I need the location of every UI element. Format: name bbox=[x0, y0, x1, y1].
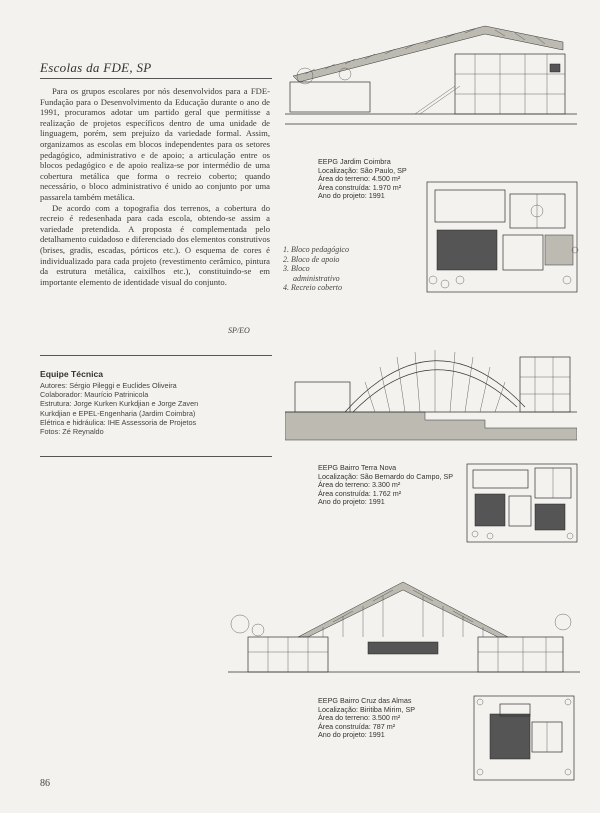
title-rule bbox=[40, 78, 272, 79]
legend-item: 2. Bloco de apoio bbox=[283, 254, 340, 264]
project-year: Ano do projeto: 1991 bbox=[318, 497, 385, 507]
project-year: Ano do projeto: 1991 bbox=[318, 730, 385, 740]
legend-item: administrativo bbox=[293, 273, 340, 283]
article-paragraph-2: De acordo com a topografia dos terrenos, a cobertura do recreio é redesenhada para cada escola, obtendo-se assim a variedade pretendida. A proposta é complementada pelo detalhamento cuidadoso e diferenciado dos elementos construtivos (brises, gradis, escadas, pórticos etc.). O esquema de cores é individualizado para cada projeto (revestimento cerâmico, pintura da estrutura metálica, caixilhos etc.), constituindo-se em importante elemento de identidade visual do conjunto. bbox=[40, 202, 270, 287]
team-line: Colaborador: Maurício Patrinicola bbox=[40, 390, 149, 400]
project-location: Localização: São Paulo, SP bbox=[318, 165, 407, 175]
legend-item: 4. Recreio coberto bbox=[283, 283, 343, 293]
project-location: Localização: Biritiba Mirim, SP bbox=[318, 704, 416, 714]
project-name: EEPG Jardim Coimbra bbox=[318, 157, 391, 166]
section-drawing-terra-nova bbox=[285, 322, 577, 444]
project-info-terra-nova bbox=[318, 464, 453, 507]
project-info-cruz-das-almas bbox=[318, 697, 415, 740]
project-name: EEPG Bairro Cruz das Almas bbox=[318, 696, 412, 705]
site-plan-terra-nova bbox=[465, 462, 580, 544]
team-line: Fotos: Zé Reynaldo bbox=[40, 427, 104, 437]
article-paragraph-1: Para os grupos escolares por nós desenvolvidos para a FDE-Fundação para o Desenvolvimento da Educação durante o ano de 1991, procuramos adotar um partido geral que permitisse a realização de projetos específicos dentro de uma unidade de linguagem, porém, sem prejuízo da variedade formal. Assim, organizamos as escolas em blocos independentes para os setores pedagógico, administrativo e de apoio; a articulação entre os blocos pedagógico e de apoio realiza-se por intermédio de uma cobertura metálica que forma o recreio coberto; quando necessário, o bloco administrativo é unido ao conjunto por uma passarela também metálica. bbox=[40, 86, 270, 202]
article-signature: SP/EO bbox=[228, 326, 250, 335]
project-built-area: Área construída: 1.970 m² bbox=[318, 182, 402, 192]
project-name: EEPG Bairro Terra Nova bbox=[318, 463, 397, 472]
project-built-area: Área construída: 1.762 m² bbox=[318, 488, 402, 498]
team-top-rule bbox=[40, 355, 272, 356]
team-line: Estrutura: Jorge Kurken Kurkdjian e Jorge Zaven bbox=[40, 399, 199, 409]
site-plan-cruz-das-almas bbox=[470, 692, 580, 784]
team-line: Elétrica e hidráulica: IHE Assessoria de Projetos bbox=[40, 417, 197, 427]
section-drawing-jardim-coimbra bbox=[285, 14, 577, 132]
project-land-area: Área do terreno: 3.300 m² bbox=[318, 480, 401, 490]
team-credits bbox=[40, 381, 272, 436]
article-body bbox=[40, 86, 270, 287]
project-land-area: Área do terreno: 3.500 m² bbox=[318, 713, 401, 723]
project-info-jardim-coimbra bbox=[318, 158, 407, 201]
project-built-area: Área construída: 787 m² bbox=[318, 721, 396, 731]
article-title: Escolas da FDE, SP bbox=[40, 60, 152, 75]
legend-item: 1. Bloco pedagógico bbox=[283, 245, 349, 254]
team-line: Kurkdjian e EPEL-Engenharia (Jardim Coimbra) bbox=[40, 408, 196, 418]
legend bbox=[283, 245, 349, 293]
team-line: Autores: Sérgio Pileggi e Euclides Oliveira bbox=[40, 381, 177, 390]
page-number: 86 bbox=[40, 778, 50, 789]
team-heading: Equipe Técnica bbox=[40, 369, 104, 379]
site-plan-jardim-coimbra bbox=[425, 180, 580, 295]
team-bottom-rule bbox=[40, 456, 272, 457]
project-location: Localização: São Bernardo do Campo, SP bbox=[318, 471, 454, 481]
project-land-area: Área do terreno: 4.500 m² bbox=[318, 174, 401, 184]
section-drawing-cruz-das-almas bbox=[228, 572, 580, 684]
project-year: Ano do projeto: 1991 bbox=[318, 191, 385, 201]
legend-item: 3. Bloco bbox=[283, 264, 310, 274]
